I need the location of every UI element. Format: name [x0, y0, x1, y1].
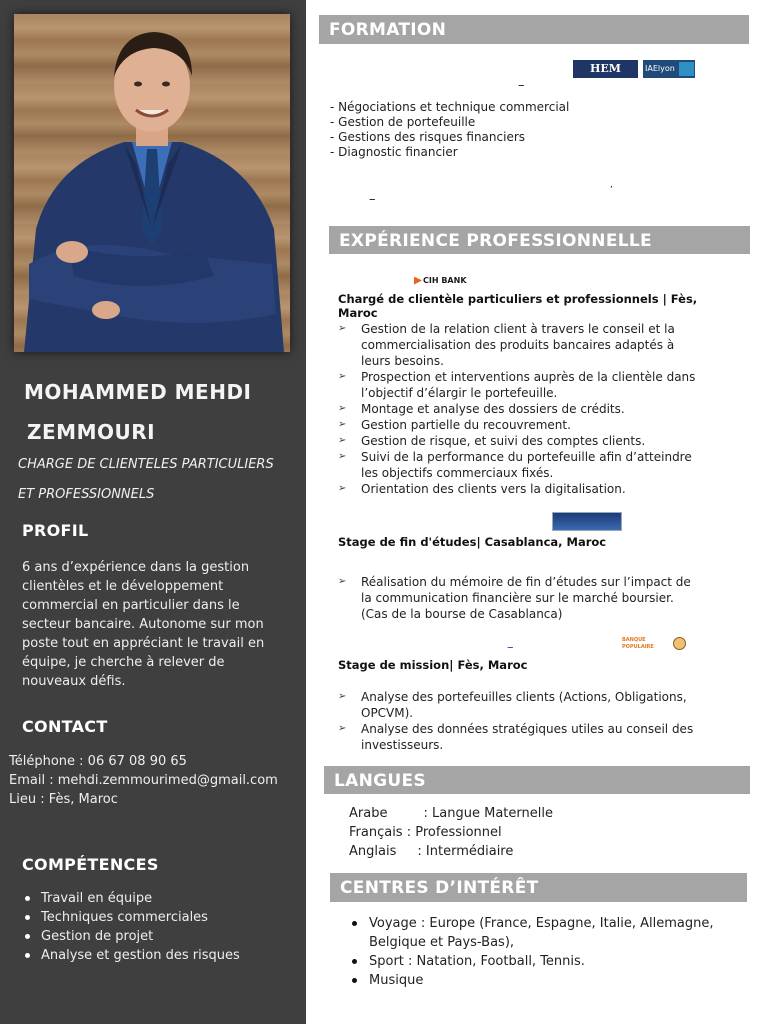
iae-lyon-mark-icon: [679, 62, 694, 76]
interet-item: Musique: [351, 971, 741, 990]
formation-dash: –: [518, 78, 525, 93]
interets-list: [351, 914, 741, 990]
langue-name: Anglais: [349, 844, 397, 859]
formation-item: - Gestions des risques financiers: [330, 130, 526, 144]
formation-list: [330, 100, 710, 160]
bourse-casablanca-logo: [552, 512, 622, 531]
langue-level: Intermédiaire: [425, 844, 514, 859]
job3-tasks: [338, 689, 700, 753]
langue-name: Arabe: [349, 806, 388, 821]
job3-dash: –: [507, 640, 514, 655]
formation-tick: ,: [610, 180, 613, 190]
banque-populaire-logo: [622, 637, 686, 651]
job1-task: ➢ Montage et analyse des dossiers de crédits.: [338, 401, 700, 417]
job2-tasks: [338, 574, 700, 622]
job2-task: ➢ Réalisation du mémoire de fin d’études sur l’impact de la communication financière sur le marché boursier. (Cas de la bourse de Casablanca): [338, 574, 700, 622]
interets-heading: CENTRES D’INTÉRÊT: [330, 873, 747, 902]
langue-row: [349, 804, 553, 823]
formation-item: - Négociations et technique commercial: [330, 100, 570, 114]
langue-sep: :: [402, 825, 416, 840]
job-title-line1: CHARGE DE CLIENTELES PARTICULIERS: [18, 457, 274, 472]
experience-heading: EXPÉRIENCE PROFESSIONNELLE: [329, 226, 750, 254]
contact-details: [9, 752, 304, 809]
job1-task: ➢ Prospection et interventions auprès de la clientèle dans l’objectif d’élargir le portefeuille.: [338, 369, 700, 401]
skills-heading: COMPÉTENCES: [22, 855, 159, 874]
formation-heading: FORMATION: [319, 15, 749, 44]
job3-title: Stage de mission| Fès, Maroc: [338, 658, 528, 672]
job-title-line2: ET PROFESSIONNELS: [18, 487, 155, 502]
profil-heading: PROFIL: [22, 521, 89, 540]
cih-bank-label: CIH BANK: [423, 276, 467, 285]
formation-dash-2: –: [369, 192, 376, 207]
job1-task: ➢ Gestion de risque, et suivi des comptes clients.: [338, 433, 700, 449]
job2-title: Stage de fin d'études| Casablanca, Maroc: [338, 535, 607, 549]
contact-phone: Téléphone : 06 67 08 90 65: [9, 754, 187, 769]
last-name: ZEMMOURI: [27, 420, 156, 444]
langue-level: Professionnel: [415, 825, 502, 840]
skill-item: Analyse et gestion des risques: [22, 946, 302, 965]
formation-item: - Gestion de portefeuille: [330, 115, 476, 129]
iae-lyon-label: IAElyon: [645, 64, 675, 73]
cih-chevron-icon: [414, 277, 422, 285]
job1-title: Chargé de clientèle particuliers et professionnels | Fès, Maroc: [338, 292, 698, 320]
langue-row: [349, 842, 553, 861]
first-name: MOHAMMED MEHDI: [24, 380, 252, 404]
langue-sep: :: [407, 806, 433, 821]
skill-item: Techniques commerciales: [22, 908, 302, 927]
contact-email: Email : mehdi.zemmourimed@gmail.com: [9, 773, 278, 788]
langue-sep: :: [405, 844, 426, 859]
skill-item: Travail en équipe: [22, 889, 302, 908]
person-name: [24, 372, 294, 452]
cih-bank-logo: [414, 275, 476, 287]
langue-row: [349, 823, 553, 842]
skill-item: Gestion de projet: [22, 927, 302, 946]
job3-task: ➢ Analyse des données stratégiques utiles au conseil des investisseurs.: [338, 721, 700, 753]
sidebar: [0, 0, 306, 1024]
iae-lyon-logo: [643, 60, 695, 78]
langues-heading: LANGUES: [324, 766, 750, 794]
langues-list: [349, 804, 553, 861]
horse-icon: [673, 637, 686, 650]
job1-task: ➢ Suivi de la performance du portefeuille afin d’atteindre les objectifs commerciaux fixés.: [338, 449, 700, 481]
job1-task: ➢ Gestion de la relation client à travers le conseil et la commercialisation des produits bancaires adaptés à leurs besoins.: [338, 321, 700, 369]
job-title: [18, 450, 308, 510]
hem-logo: HEM: [573, 60, 638, 78]
profile-photo: [14, 14, 290, 352]
job1-tasks: [338, 321, 700, 497]
banque-populaire-label: BANQUE POPULAIRE: [622, 637, 654, 650]
job3-task: ➢ Analyse des portefeuilles clients (Actions, Obligations, OPCVM).: [338, 689, 700, 721]
portrait-illustration: [14, 14, 290, 352]
interet-item: Sport : Natation, Football, Tennis.: [351, 952, 741, 971]
job1-task: ➢ Gestion partielle du recouvrement.: [338, 417, 700, 433]
contact-heading: CONTACT: [22, 717, 108, 736]
profil-text: 6 ans d’expérience dans la gestion clientèles et le développement commercial en particulier dans le secteur bancaire. Autonome sur mon poste tout en appréciant le travail en équipe, je cherche à relever de nouveaux défis.: [22, 560, 265, 689]
langue-level: Langue Maternelle: [432, 806, 553, 821]
job1-task: ➢ Orientation des clients vers la digitalisation.: [338, 481, 700, 497]
contact-place: Lieu : Fès, Maroc: [9, 792, 118, 807]
skills-list: [22, 889, 302, 965]
interet-item: Voyage : Europe (France, Espagne, Italie, Allemagne, Belgique et Pays-Bas),: [351, 914, 741, 952]
formation-item: - Diagnostic financier: [330, 145, 458, 159]
langue-name: Français: [349, 825, 403, 840]
